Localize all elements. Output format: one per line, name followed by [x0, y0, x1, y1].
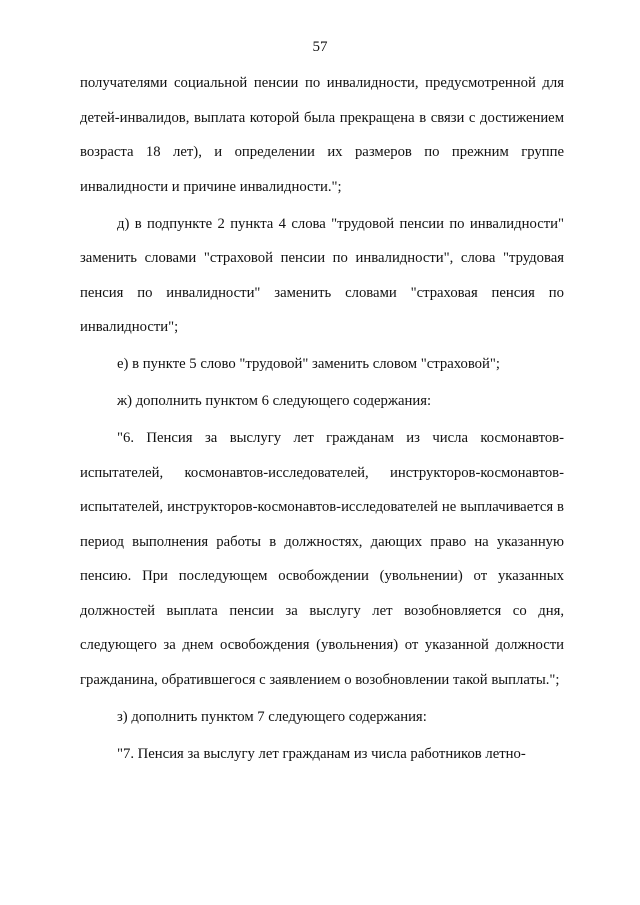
paragraph-item-d: д) в подпункте 2 пункта 4 слова "трудовой пенсии по инвалидности" заменить словами "страховой пенсии по инвалидности", слова "трудовая пенсия по инвалидности" заменить словами "страховая пенсия по инвалидности";	[80, 215, 564, 335]
paragraph-continuation: получателями социальной пенсии по инвалидности, предусмотренной для детей-инвалидов, выплата которой была прекращена в связи с достижением возраста 18 лет), и определении их размеров по прежним группе инвалидности и причине инвалидности.";	[80, 75, 564, 195]
document-body	[80, 66, 564, 774]
paragraph-item-z: з) дополнить пунктом 7 следующего содержания:	[117, 708, 427, 725]
paragraph-point-6: "6. Пенсия за выслугу лет гражданам из числа космонавтов-испытателей, космонавтов-исследователей, инструкторов-космонавтов-испытателей, инструкторов-космонавтов-исследователей не выплачивается в период выполнения работы в должностях, дающих право на указанную пенсию. При последующем освобождении (увольнении) от указанных должностей выплата пенсии за выслугу лет возобновляется со дня, следующего за днем освобождения (увольнения) от указанной должности гражданина, обратившегося с заявлением о возобновлении такой выплаты.";	[80, 430, 564, 688]
paragraph-item-zh: ж) дополнить пунктом 6 следующего содержания:	[117, 393, 432, 409]
paragraph-item-e: е) в пункте 5 слово "трудовой" заменить словом "страховой";	[117, 356, 500, 372]
paragraph-point-7: "7. Пенсия за выслугу лет гражданам из числа работников летно-	[117, 745, 526, 762]
page-number: 57	[312, 39, 328, 55]
